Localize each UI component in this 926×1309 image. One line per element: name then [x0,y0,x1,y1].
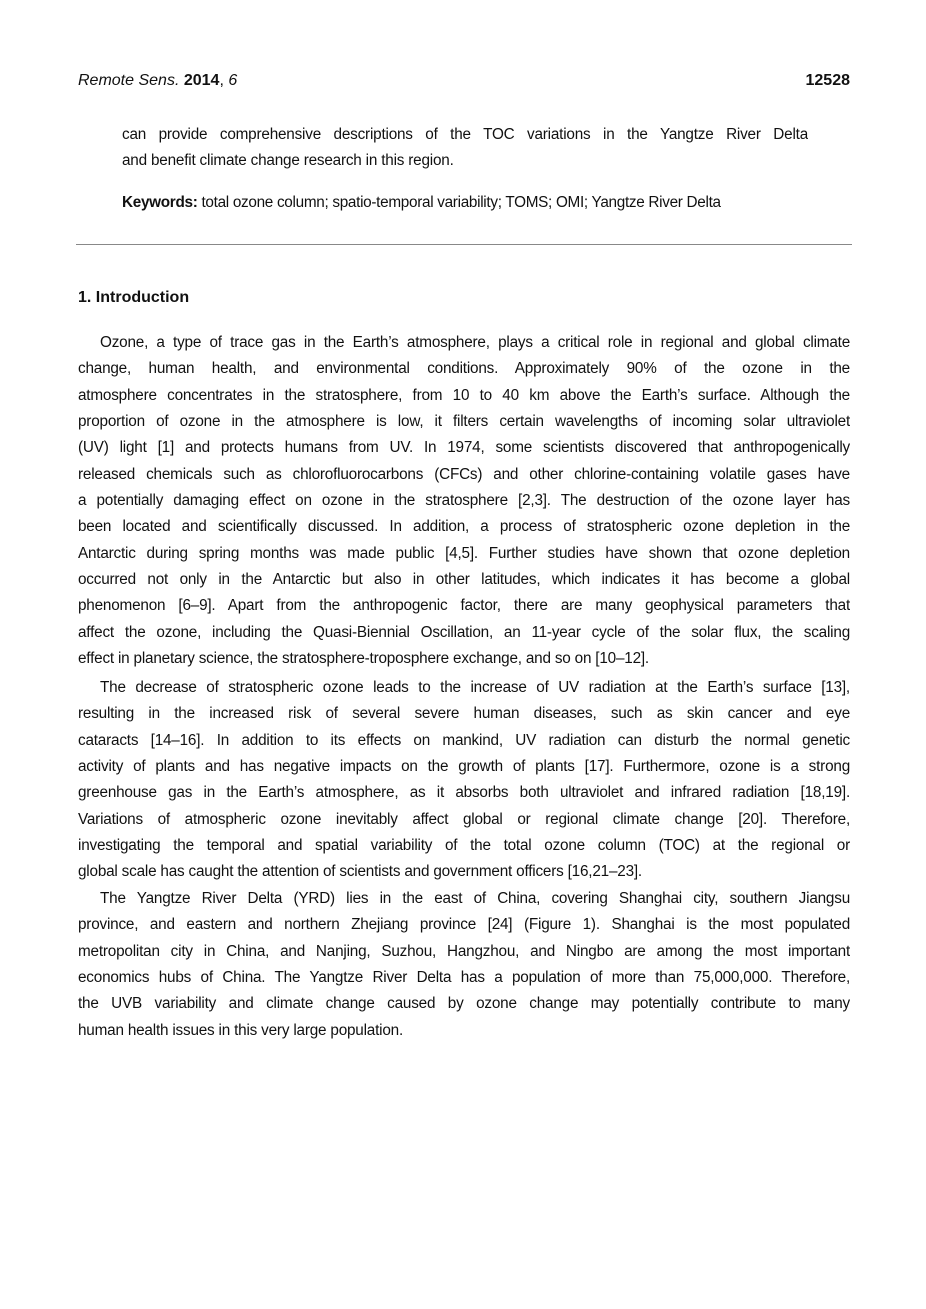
keywords-label: Keywords: [122,194,198,211]
abstract-tail [122,122,808,175]
keywords [122,194,721,212]
paragraph [78,886,850,1044]
paragraph-line: affect the ozone, including the Quasi-Biennial Oscillation, an 11-year cycle of the solar flux, the scaling [78,623,850,641]
abstract-line: and benefit climate change research in this region. [122,152,454,170]
paragraph-line: been located and scientifically discussed. In addition, a process of stratospheric ozone depletion in the [78,518,850,536]
paragraph-line: released chemicals such as chlorofluorocarbons (CFCs) and other chlorine-containing volatile gases have [78,465,850,483]
divider [76,244,852,245]
paragraph-line: investigating the temporal and spatial variability of the total ozone column (TOC) at the regional or [78,837,850,855]
paragraph-line: occurred not only in the Antarctic but also in other latitudes, which indicates it has become a global [78,571,850,589]
paragraph-line: (UV) light [1] and protects humans from UV. In 1974, some scientists discovered that anthropogenically [78,439,850,457]
abstract-line: can provide comprehensive descriptions of the TOC variations in the Yangtze River Delta [122,126,808,143]
journal-name: Remote Sens. [78,72,180,89]
journal-year: 2014 [183,72,220,89]
paragraph-line: Variations of atmospheric ozone inevitably affect global or regional climate change [20]. Therefore, [78,810,850,828]
paragraph [78,675,850,886]
section-heading: 1. Introduction [78,289,190,306]
paragraph-line: atmosphere concentrates in the stratosphere, from 10 to 40 km above the Earth’s surface. Although the [78,386,850,404]
paragraph-line: The Yangtze River Delta (YRD) lies in the east of China, covering Shanghai city, southern Jiangsu [100,890,850,907]
paragraph-line: metropolitan city in China, and Nanjing, Suzhou, Hangzhou, and Ningbo are among the most important [78,942,850,960]
paragraph-line: proportion of ozone in the atmosphere is low, it filters certain wavelengths of incoming solar ultraviolet [78,413,850,431]
keywords-text: total ozone column; spatio-temporal variability; TOMS; OMI; Yangtze River Delta [197,194,721,211]
paragraph-line: cataracts [14–16]. In addition to its effects on mankind, UV radiation can disturb the normal genetic [78,731,850,749]
paragraph-line: resulting in the increased risk of several severe human diseases, such as skin cancer and eye [78,705,850,723]
paragraph-line: change, human health, and environmental conditions. Approximately 90% of the ozone in the [78,360,850,378]
paragraph-line: greenhouse gas in the Earth’s atmosphere, as it absorbs both ultraviolet and infrared radiation [18,19]. [78,784,850,802]
running-header: Remote Sens. 2014, 6 [78,72,238,89]
paragraph-line: activity of plants and has negative impacts on the growth of plants [17]. Furthermore, ozone is a strong [78,758,850,776]
paragraph-line: effect in planetary science, the stratosphere-troposphere exchange, and so on [10–12]. [78,650,649,668]
paragraph-line: global scale has caught the attention of scientists and government officers [16,21–23]. [78,863,642,881]
paragraph-line: Antarctic during spring months was made public [4,5]. Further studies have shown that ozone depletion [78,544,850,562]
paragraph-line: human health issues in this very large population. [78,1021,404,1039]
paragraph-line: economics hubs of China. The Yangtze River Delta has a population of more than 75,000,000. Therefore, [78,969,850,987]
paragraph-line: The decrease of stratospheric ozone leads to the increase of UV radiation at the Earth’s surface [13], [100,679,850,696]
paragraph [78,330,850,672]
page-number: 12528 [805,72,850,89]
paragraph-line: province, and eastern and northern Zhejiang province [24] (Figure 1). Shanghai is the most populated [78,916,850,934]
paragraph-line: Ozone, a type of trace gas in the Earth’s atmosphere, plays a critical role in regional and global climate [100,334,850,351]
paragraph-line: phenomenon [6–9]. Apart from the anthropogenic factor, there are many geophysical parameters that [78,597,850,615]
journal-volume: 6 [228,72,238,89]
paragraph-line: a potentially damaging effect on ozone in the stratosphere [2,3]. The destruction of the ozone layer has [78,492,850,510]
paragraph-line: the UVB variability and climate change caused by ozone change may potentially contribute to many [78,995,850,1013]
